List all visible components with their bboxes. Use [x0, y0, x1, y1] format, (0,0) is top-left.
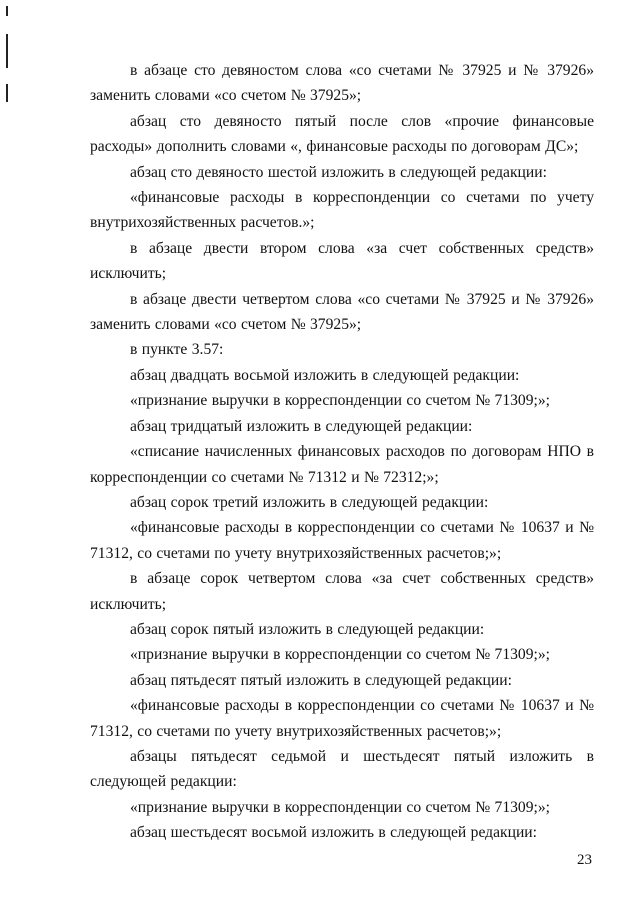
paragraph: «признание выручки в корреспонденции со счетом № 71309;»; [130, 646, 550, 664]
paragraph: «списание начисленных финансовых расходов по договорам НПО в корреспонденции со счетами № 71312 и № 72312;»; [90, 443, 594, 486]
paragraph: абзацы пятьдесят седьмой и шестьдесят пятый изложить в следующей редакции: [90, 747, 594, 791]
paragraph: абзац сто девяносто пятый после слов «прочие финансовые расходы» дополнить словами «, финансовые расходы по договорам ДС»; [90, 112, 594, 156]
paragraph: в абзаце сто девяностом слова «со счетами № 37925 и № 37926» заменить словами «со счетом № 37925»; [90, 62, 594, 105]
document-body [90, 58, 594, 846]
paragraph: абзац тридцатый изложить в следующей редакции: [130, 417, 473, 435]
paragraph: «признание выручки в корреспонденции со счетом № 71309;»; [130, 798, 550, 816]
scan-margin-mark [6, 6, 8, 16]
paragraph: абзац пятьдесят пятый изложить в следующей редакции: [130, 671, 512, 689]
scan-margin-mark [6, 84, 8, 102]
page-number: 23 [577, 852, 592, 868]
paragraph: абзац шестьдесят восьмой изложить в следующей редакции: [130, 824, 537, 842]
paragraph: «признание выручки в корреспонденции со счетом № 71309;»; [130, 392, 550, 410]
paragraph: в абзаце сорок четвертом слова «за счет собственных средств» исключить; [90, 570, 594, 613]
paragraph: в абзаце двести четвертом слова «со счетами № 37925 и № 37926» заменить словами «со счетом № 37925»; [90, 290, 594, 334]
paragraph: абзац сто девяносто шестой изложить в следующей редакции: [130, 163, 547, 181]
paragraph: «финансовые расходы в корреспонденции со счетами по учету внутрихозяйственных расчетов.»; [90, 189, 594, 232]
paragraph: в абзаце двести втором слова «за счет собственных средств» исключить; [90, 239, 594, 283]
paragraph: «финансовые расходы в корреспонденции со счетами № 10637 и № 71312, со счетами по учету внутрихозяйственных расчетов;»; [90, 519, 594, 562]
paragraph: абзац двадцать восьмой изложить в следующей редакции: [130, 366, 520, 384]
paragraph: в пункте 3.57: [130, 341, 224, 359]
paragraph: «финансовые расходы в корреспонденции со счетами № 10637 и № 71312, со счетами по учету внутрихозяйственных расчетов;»; [90, 697, 594, 740]
scan-margin-mark [6, 34, 8, 68]
paragraph: абзац сорок третий изложить в следующей редакции: [130, 493, 489, 511]
paragraph: абзац сорок пятый изложить в следующей редакции: [130, 620, 485, 638]
